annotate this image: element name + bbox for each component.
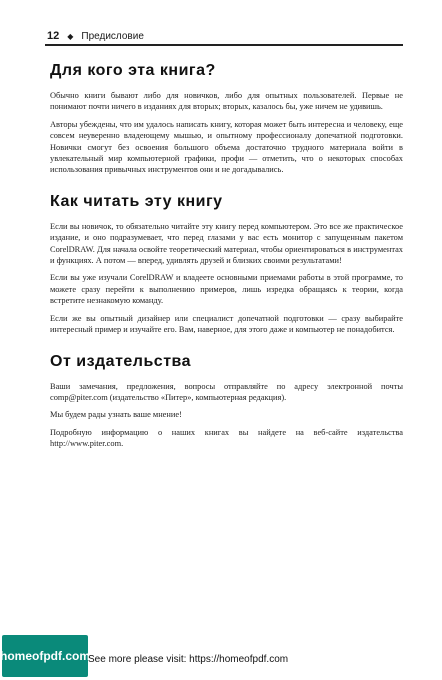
watermark-footer-link[interactable]: See more please visit: https://homeofpdf.com	[88, 654, 289, 665]
section-from-publisher	[50, 353, 403, 450]
section-how-to-read	[50, 193, 403, 336]
paragraph: Обычно книги бывают либо для новичков, либо для опытных пользователей. Первые не понимают почти ничего в изданиях для вторых; вторых, казалось бы, уже ничем не удивишь.	[50, 91, 403, 112]
watermark-badge[interactable]: homeofpdf.com	[2, 635, 88, 677]
paragraph: Подробную информацию о наших книгах вы найдете на веб-сайте издательства http://www.piter.com.	[50, 427, 403, 449]
paragraph: Авторы убеждены, что им удалось написать книгу, которая может быть интересна и человеку, еще совсем неуверенно владеющему мышью, и опытному профессионалу допечатной подготовки. Новички смогут без освоения большого объема достаточно трудного материала войти в увлекательный мир компьютерной графики, профи — отметить, что о некоторых способах использования привычных инструментов они и не догадывались.	[50, 119, 403, 175]
header-rule	[45, 44, 403, 46]
paragraph: Мы будем рады узнать ваше мнение!	[50, 410, 182, 420]
section-title: Как читать эту книгу	[50, 192, 223, 210]
page-body	[50, 62, 403, 467]
page-header	[47, 30, 403, 42]
page-number: 12	[47, 30, 60, 42]
paragraph: Ваши замечания, предложения, вопросы отправляйте по адресу электронной почты comp@piter.com (издательство «Питер», компьютерная редакция).	[50, 381, 403, 402]
section-for-whom	[50, 62, 403, 176]
running-head: Предисловие	[81, 30, 144, 42]
diamond-icon: ◆	[67, 31, 74, 41]
paragraph: Если вы новичок, то обязательно читайте эту книгу перед компьютером. Это все же практическое издание, и оно подразумевает, что перед глазами у вас есть монитор с запущенным пакетом CorelDRAW. Для начала освойте теоретический материал, чтобы ориентироваться в инструментах и функциях. А потом — вперед, удивлять друзей и близких своими результатами!	[50, 221, 403, 266]
paragraph: Если вы уже изучали CorelDRAW и владеете основными приемами работы в этой программе, то можете сразу перейти к выполнению примеров, лишь изредка обращаясь к теории, когда встретите незнакомую команду.	[50, 273, 403, 306]
section-title: Для кого эта книга?	[50, 62, 216, 79]
section-title: От издательства	[50, 352, 192, 370]
paragraph: Если же вы опытный дизайнер или специалист допечатной подготовки — сразу выбирайте интересный пример и изучайте его. Вам, наверное, для этого даже и компьютер не понадобится.	[50, 313, 403, 335]
